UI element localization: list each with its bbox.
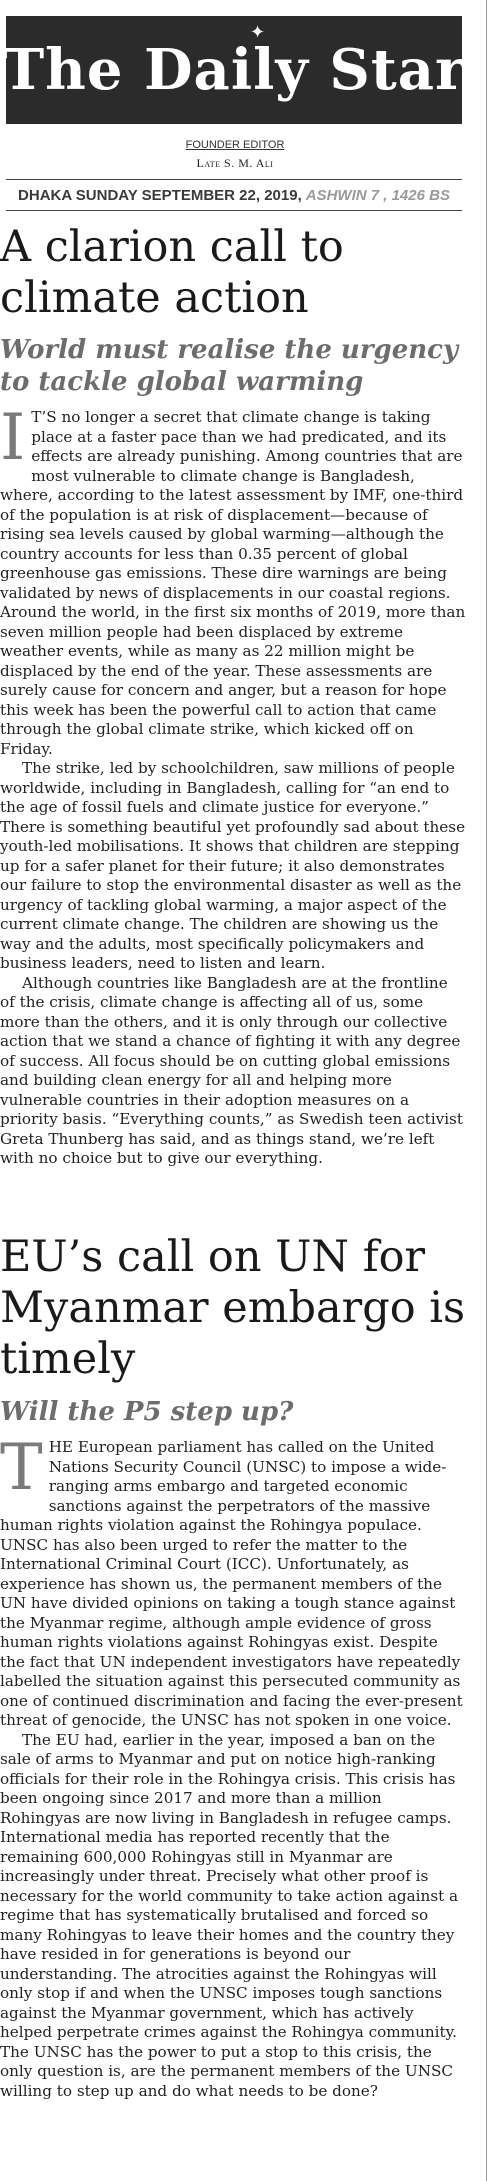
column-rule — [486, 0, 487, 2181]
article-paragraph: The EU had, earlier in the year, imposed a ban on the sale of arms to Myanmar and put on notice high-ranking officials for their role in the Rohingya crisis. This crisis has been ongoing since 2017 and more than a million Rohingyas are now living in Bangladesh in refugee camps. International media has reported recently that the remaining 600,000 Rohingyas still in Myanmar are increasingly under threat. Precisely what other proof is necessary for the world community to take action against a regime that has systematically brutalised and forced so many Rohingyas to leave their homes and the country they have resided in for generations is beyond our understanding. The atrocities against the Rohingyas will only stop if and when the UNSC imposes tough sanctions against the Myanmar government, which has actively helped perpetrate crimes against the Rohingya community. The UNSC has the power to put a stop to this crisis, the only question is, are the permanent members of the UNSC willing to step up and do what needs to be done? — [0, 1730, 459, 2100]
article-paragraph — [0, 401, 466, 759]
star-icon: ✦ — [250, 22, 266, 42]
article-paragraph: The strike, led by schoolchildren, saw millions of people worldwide, including in Bangladesh, calling for “an end to the age of fossil fuels and climate justice for everyone.” There is something beautiful yet profoundly sad about these youth-led mobilisations. It shows that children are stepping up for a safer planet for their future; it also demonstrates our failure to stop the environmental disaster as well as the urgency of tackling global warming, a major aspect of the current climate change. The children are showing us the way and the adults, most specifically policymakers and business leaders, need to listen and learn. — [0, 759, 466, 972]
paragraph-text: HE European parliament has called on the United Nations Security Council (UNSC) to impose a wide-ranging arms embargo and targeted economic sanctions against the perpetrators of the massive human rights violation against the Rohingya populace. UNSC has also been urged to refer the matter to the International Criminal Court (ICC). Unfortunately, as experience has shown us, the permanent members of the UN have divided opinions on taking a tough stance against the Myanmar regime, although ample evidence of gross human rights violations against Rohingyas exist. Despite the fact that UN independent investigators have repeatedly labelled the situation against this persecuted community as one of continued discrimination and facing the ever-present threat of genocide, the UNSC has not spoken in one voice. — [0, 1438, 463, 1729]
masthead — [2, 16, 466, 124]
article-paragraph: Although countries like Bangladesh are at the frontline of the crisis, climate change is affecting all of us, some more than the others, and it is only through our collective action that we stand a chance of fighting it with any degree of success. All focus should be on cutting global emissions and building clean energy for all and helping more vulnerable countries in their adoption measures on a priority basis. “Everything counts,” as Swedish teen activist Greta Thunberg has said, and as things stand, we’re left with no choice but to give our everything. — [0, 973, 463, 1167]
article-headline: EU’s call on UN for Myanmar embargo is timely — [0, 1232, 466, 1384]
article-paragraph — [0, 1431, 466, 1731]
article-body — [0, 1431, 466, 2101]
dateline-bengali-date: ASHWIN 7 , 1426 BS — [305, 186, 450, 204]
dateline-date: DHAKA SUNDAY SEPTEMBER 22, 2019, — [18, 186, 302, 204]
article-subhead: Will the P5 step up? — [0, 1397, 294, 1427]
drop-cap: I — [0, 401, 26, 475]
drop-cap: T — [0, 1431, 43, 1505]
dateline — [6, 179, 462, 211]
founder-editor-name: Late S. M. Ali — [196, 156, 274, 170]
paragraph-text: T’S no longer a secret that climate change is taking place at a faster pace than we had predicated, and its effects are already punishing. Among countries that are most vulnerable to climate change is Bangladesh, where, according to the latest assessment by IMF, one-third of the population is at risk of displacement—because of rising sea levels caused by global warming—although the country accounts for less than 0.35 percent of global greenhouse gas emissions. These dire warnings are being validated by news of displacements in our coastal regions. Around the world, in the first six months of 2019, more than seven million people had been displaced by extreme weather events, while as many as 22 million might be displaced by the end of the year. These assessments are surely cause for concern and anger, but a reason for hope this week has been the powerful call to action that came through the global climate strike, which kicked off on Friday. — [0, 408, 466, 758]
masthead-title: The Daily Star — [2, 37, 466, 103]
article-body — [0, 401, 466, 1169]
founder-editor-label: FOUNDER EDITOR — [185, 139, 285, 151]
article-headline: A clarion call to climate action — [0, 222, 344, 323]
article-subhead: World must realise the urgency to tackle global warming — [0, 335, 459, 397]
